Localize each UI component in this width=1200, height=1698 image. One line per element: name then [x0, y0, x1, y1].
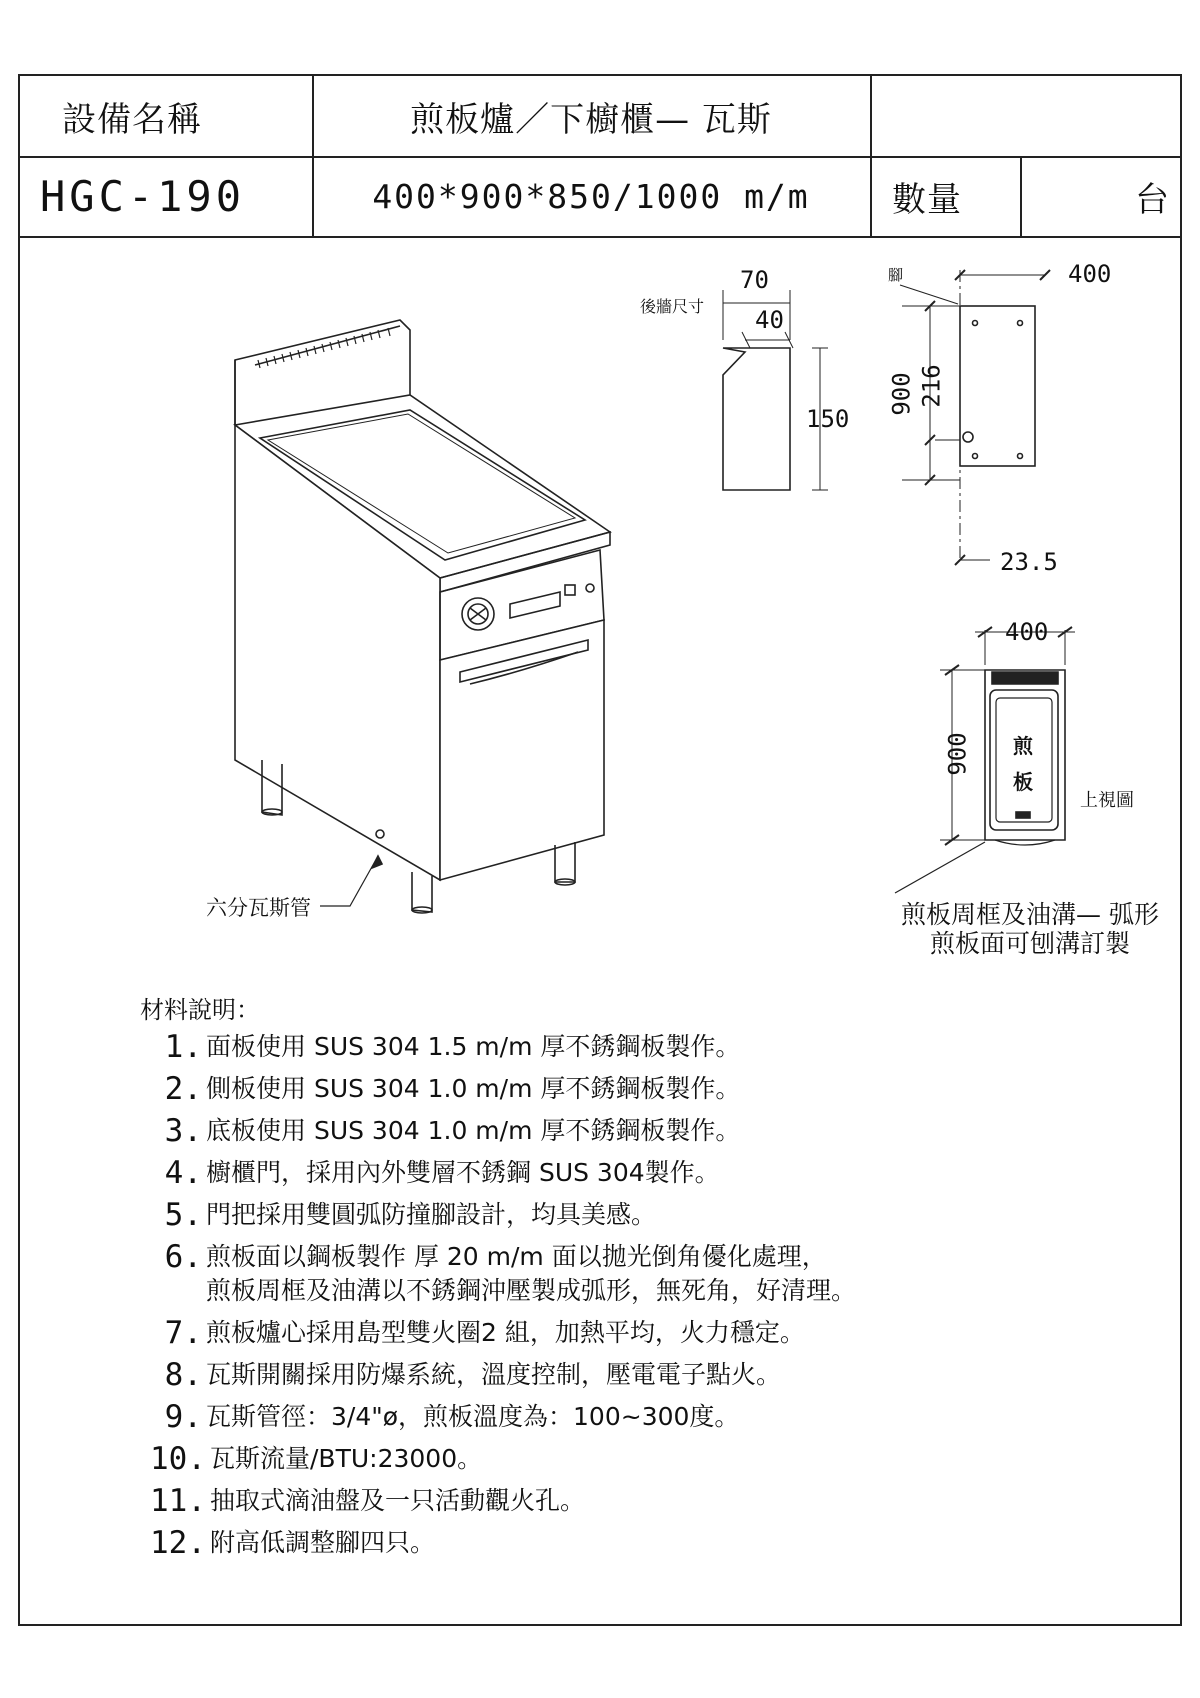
- list-item: 8. 瓦斯開關採用防爆系統，溫度控制，壓電電子點火。: [164, 1357, 782, 1393]
- gas-pipe-label: 六分瓦斯管: [206, 896, 311, 920]
- caption-line-2: 煎板面可刨溝訂製: [929, 929, 1130, 958]
- top-view-depth: 900: [943, 732, 972, 776]
- list-item: 7. 煎板爐心採用島型雙火圈2 組，加熱平均，火力穩定。: [164, 1315, 805, 1351]
- top-view-label: 上視圖: [1080, 790, 1134, 811]
- plate-char-1: 煎: [1013, 734, 1033, 758]
- foot-label: 腳: [888, 266, 904, 284]
- dimensions: 400*900*850/1000 m/m: [372, 176, 810, 216]
- list-item: 6. 煎板面以鋼板製作 厚 20 m/m 面以拋光倒角優化處理， 煎板周框及油溝以不銹鋼沖壓製成弧形，無死角，好清理。: [164, 1239, 857, 1305]
- quantity-label: 數量: [892, 179, 962, 220]
- drawing-caption: [880, 900, 1180, 958]
- list-item: 9. 瓦斯管徑：3/4"ø，煎板溫度為：100~300度。: [164, 1399, 740, 1435]
- caption-line-1: 煎板周框及油溝— 弧形: [901, 900, 1159, 929]
- side-view-height-216: 216: [917, 364, 946, 408]
- side-view-depth: 900: [887, 372, 916, 416]
- backsplash-dim-height: 150: [806, 405, 850, 433]
- list-item: 3. 底板使用 SUS 304 1.0 m/m 厚不銹鋼板製作。: [164, 1113, 741, 1149]
- material-notes-list: [150, 1030, 1130, 1568]
- notes-title: 材料說明：: [140, 996, 260, 1024]
- backsplash-label: 後牆尺寸: [640, 297, 705, 316]
- backsplash-dim-inner: 40: [755, 306, 784, 334]
- equipment-name: 煎板爐／下櫥櫃— 瓦斯: [410, 99, 772, 140]
- name-label: 設備名稱: [62, 99, 202, 140]
- list-item: 11. 抽取式滴油盤及一只活動觀火孔。: [150, 1483, 586, 1519]
- side-view-drawing: [900, 270, 1050, 565]
- griddle-isometric-illustration: [235, 320, 610, 913]
- top-view-drawing: [895, 627, 1075, 893]
- top-view-width: 400: [1005, 618, 1049, 646]
- plate-char-2: 板: [1013, 770, 1033, 794]
- list-item: 12. 附高低調整腳四只。: [150, 1525, 436, 1561]
- model-number: HGC-190: [40, 171, 246, 221]
- list-item: 1. 面板使用 SUS 304 1.5 m/m 厚不銹鋼板製作。: [164, 1029, 741, 1065]
- list-item: 5. 門把採用雙圓弧防撞腳設計，均具美感。: [164, 1197, 657, 1233]
- list-item: 2. 側板使用 SUS 304 1.0 m/m 厚不銹鋼板製作。: [164, 1071, 741, 1107]
- unit-label: 台: [1135, 179, 1170, 220]
- backsplash-dim-top: 70: [740, 266, 769, 294]
- list-item: 4. 櫥櫃門，採用內外雙層不銹鋼 SUS 304製作。: [164, 1155, 720, 1191]
- side-view-offset: 23.5: [1000, 548, 1058, 576]
- side-view-width: 400: [1068, 260, 1112, 288]
- list-item: 10. 瓦斯流量/BTU:23000。: [150, 1441, 483, 1477]
